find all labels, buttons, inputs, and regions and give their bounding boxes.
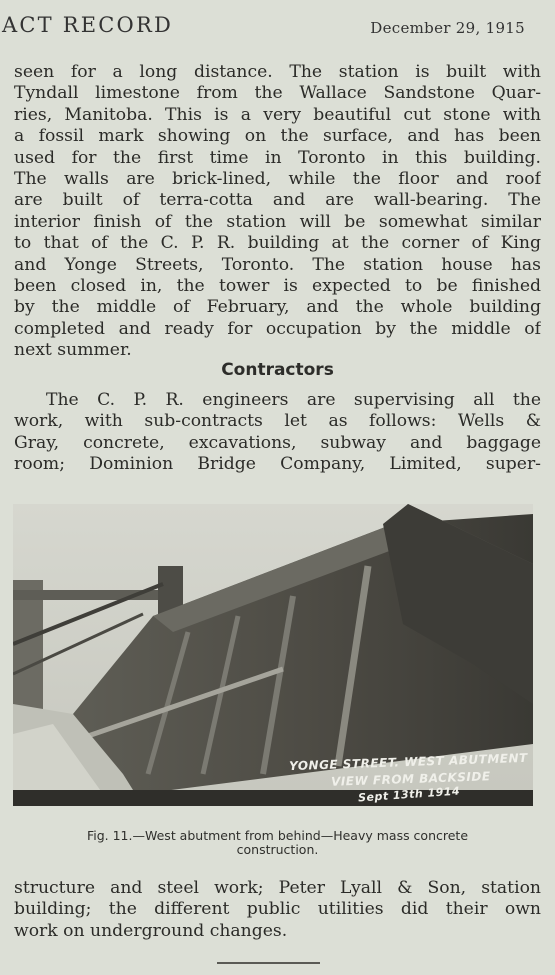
photo-inscription-line2: VIEW FROM BACKSIDE [330, 769, 491, 789]
figure-caption-line1: Fig. 11.—West abutment from behind—Heavy mass concrete [86, 828, 469, 843]
photo-inscription-line1: YONGE STREET. WEST ABUTMENT [288, 750, 528, 774]
text-line: room; Dominion Bridge Company, Limited, super- [14, 454, 541, 475]
text-line: ries, Manitoba. This is a very beautiful cut stone with [14, 104, 541, 125]
text-line: been closed in, the tower is expected to be finished [14, 275, 541, 296]
text-line: a fossil mark showing on the surface, and has been [14, 126, 541, 147]
paragraph-2 [14, 390, 541, 476]
text-line: structure and steel work; Peter Lyall & Son, station [14, 878, 541, 898]
text-line: Gray, concrete, excavations, subway and baggage [14, 432, 541, 453]
photo-inscription-line3: Sept 13th 1914 [357, 784, 461, 805]
text-line: interior finish of the station will be somewhat similar [14, 211, 541, 232]
text-line: to that of the C. P. R. building at the corner of King [14, 233, 541, 254]
running-title: ACT RECORD [2, 13, 173, 37]
text-line: building; the different public utilities did their own [14, 899, 541, 920]
text-line: and Yonge Streets, Toronto. The station house has [14, 254, 541, 275]
text-line: The walls are brick-lined, while the floor and roof [14, 168, 541, 189]
text-line: Tyndall limestone from the Wallace Sandstone Quar- [14, 83, 541, 104]
text-line: work on underground changes. [14, 920, 288, 941]
text-line: seen for a long distance. The station is built with [14, 62, 541, 82]
text-line: by the middle of February, and the whole building [14, 297, 541, 318]
text-line: The C. P. R. engineers are supervising all the [46, 390, 541, 410]
text-line: work, with sub-contracts let as follows: Wells & [14, 411, 541, 432]
section-heading: Contractors [221, 360, 334, 380]
paragraph-1 [14, 62, 541, 361]
page-header [0, 0, 555, 40]
figure-caption [0, 829, 555, 857]
text-line: are built of terra-cotta and are wall-bearing. The [14, 190, 541, 211]
text-line: completed and ready for occupation by the middle of [14, 318, 541, 339]
issue-date: December 29, 1915 [370, 19, 525, 37]
abutment-photograph [13, 504, 533, 806]
paragraph-3 [14, 878, 541, 942]
section-divider [217, 962, 320, 964]
figure-caption-line2: construction. [236, 842, 319, 857]
text-line: next summer. [14, 340, 132, 361]
text-line: used for the first time in Toronto in this building. [14, 147, 541, 168]
